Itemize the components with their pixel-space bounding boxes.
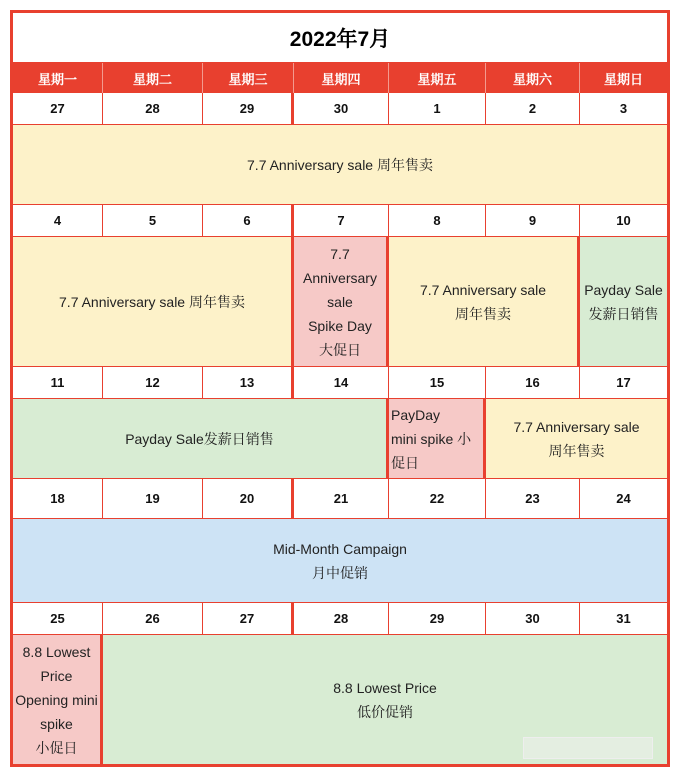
event-text: 月中促销 — [312, 564, 368, 581]
day-cell: 30 — [486, 603, 580, 634]
weekday-header — [13, 63, 667, 93]
day-cell: 15 — [389, 367, 486, 398]
day-cell: 19 — [103, 479, 203, 518]
day-cell: 26 — [103, 603, 203, 634]
week-3-events — [13, 399, 667, 479]
calendar — [10, 10, 670, 767]
day-cell: 3 — [619, 101, 628, 116]
event-text: 大促日 — [319, 341, 361, 358]
event-text: 7.7 Anniversary sale — [419, 281, 547, 298]
event-payday-mini-spike — [389, 399, 486, 478]
event-anniversary-sale — [13, 237, 294, 366]
event-text: 促日 — [391, 454, 419, 471]
day-cell: 21 — [294, 479, 389, 518]
day-cell: 18 — [13, 479, 103, 518]
day-cell: 29 — [389, 603, 486, 634]
week-4-events — [13, 519, 667, 603]
day-cell: 17 — [616, 375, 631, 390]
day-cell: 5 — [103, 205, 203, 236]
event-mid-month-campaign — [13, 519, 667, 602]
day-cell: 24 — [616, 491, 631, 506]
event-text: 7.7 Anniversary sale 周年售卖 — [59, 293, 245, 310]
calendar-title: 2022年7月 — [13, 13, 667, 63]
event-text: mini spike 小 — [391, 430, 472, 447]
watermark — [523, 737, 653, 759]
weekday-sat: 星期六 — [486, 63, 580, 93]
day-cell: 30 — [294, 93, 389, 124]
event-text: Payday Sale发薪日销售 — [125, 430, 274, 447]
event-text: 周年售卖 — [548, 442, 605, 459]
week-2-events — [13, 237, 667, 367]
day-cell: 31 — [616, 611, 631, 626]
day-cell: 2 — [486, 93, 580, 124]
event-text: Opening mini — [15, 691, 98, 708]
day-cell: 7 — [294, 205, 389, 236]
event-text: PayDay — [391, 406, 441, 423]
event-text: Spike Day — [308, 317, 372, 334]
event-text: 8.8 Lowest Price — [333, 679, 437, 696]
day-cell: 13 — [203, 367, 294, 398]
event-payday-sale — [13, 399, 389, 478]
week-2-days — [13, 205, 667, 237]
weekday-tue: 星期二 — [103, 63, 203, 93]
event-text: 发薪日销售 — [588, 305, 659, 322]
day-cell: 27 — [13, 93, 103, 124]
weekday-sun: 星期日 — [603, 71, 643, 87]
day-cell: 23 — [486, 479, 580, 518]
day-cell: 4 — [13, 205, 103, 236]
day-cell: 16 — [486, 367, 580, 398]
weekday-thu: 星期四 — [294, 63, 389, 93]
event-text: Mid-Month Campaign — [273, 540, 407, 557]
day-cell: 28 — [294, 603, 389, 634]
event-text: spike — [40, 715, 73, 732]
day-cell: 9 — [486, 205, 580, 236]
event-spike-day — [294, 237, 389, 366]
event-text: Anniversary — [303, 269, 377, 286]
event-lowest-price-opening — [13, 635, 103, 764]
event-anniversary-sale — [13, 125, 667, 204]
event-text: 7.7 Anniversary sale — [513, 418, 640, 435]
day-cell: 28 — [103, 93, 203, 124]
weekday-mon: 星期一 — [13, 63, 103, 93]
day-cell: 29 — [203, 93, 294, 124]
event-anniversary-sale — [389, 237, 580, 366]
week-1-days — [13, 93, 667, 125]
event-text: 低价促销 — [357, 703, 413, 720]
day-cell: 12 — [103, 367, 203, 398]
weekday-wed: 星期三 — [203, 63, 294, 93]
day-cell: 20 — [203, 479, 294, 518]
event-text: 7.7 — [330, 245, 350, 262]
event-anniversary-sale — [486, 399, 667, 478]
week-1-events — [13, 125, 667, 205]
day-cell: 6 — [203, 205, 294, 236]
day-cell: 8 — [389, 205, 486, 236]
event-text: sale — [327, 293, 353, 310]
event-text: Price — [40, 667, 73, 684]
event-text: 周年售卖 — [455, 305, 511, 322]
week-4-days — [13, 479, 667, 519]
day-cell: 22 — [389, 479, 486, 518]
week-5-days — [13, 603, 667, 635]
event-text: Payday Sale — [584, 281, 663, 298]
day-cell: 11 — [13, 367, 103, 398]
day-cell: 14 — [294, 367, 389, 398]
event-text: 8.8 Lowest — [22, 643, 91, 660]
day-cell: 25 — [13, 603, 103, 634]
day-cell: 10 — [616, 213, 631, 228]
event-text: 7.7 Anniversary sale 周年售卖 — [247, 156, 433, 173]
weekday-fri: 星期五 — [389, 63, 486, 93]
event-payday-sale — [580, 237, 667, 366]
week-3-days — [13, 367, 667, 399]
event-text: 小促日 — [35, 739, 78, 756]
day-cell: 1 — [389, 93, 486, 124]
day-cell: 27 — [203, 603, 294, 634]
